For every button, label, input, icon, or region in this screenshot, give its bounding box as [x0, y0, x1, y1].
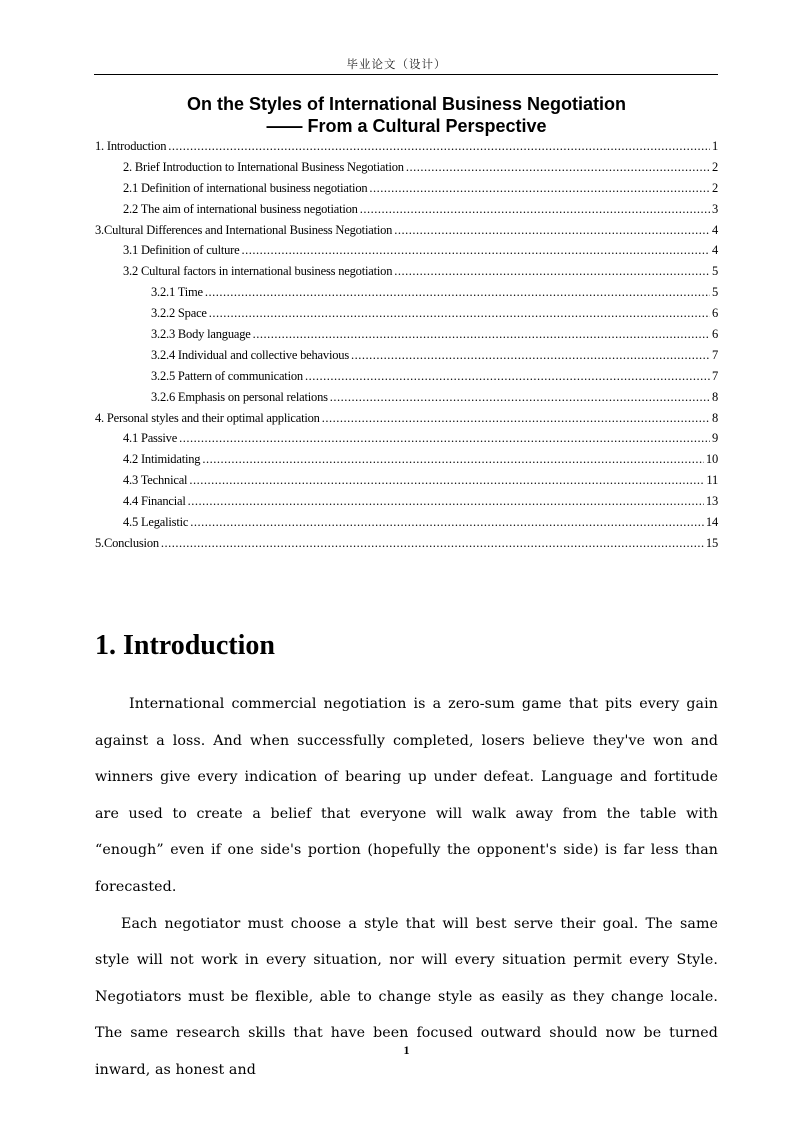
toc-entry-page: 5: [711, 285, 718, 300]
toc-entry-page: 8: [711, 410, 718, 425]
toc-leader: [305, 369, 710, 384]
toc-entry-text: 5.Conclusion: [95, 535, 159, 550]
toc-entry[interactable]: [95, 202, 718, 223]
toc-entry-text: 1. Introduction: [95, 139, 167, 153]
toc-entry[interactable]: [95, 390, 718, 411]
toc-entry-page: 3: [711, 201, 718, 216]
toc-leader: [161, 536, 704, 551]
section-body: [95, 686, 718, 1089]
toc-entry[interactable]: [95, 306, 718, 327]
body-paragraph: Each negotiator must choose a style that will best serve their goal. The same style will not work in every situation, nor will every situation permit every Style. Negotiators must be flexible, able to change style as easily as they change locale. The same research skills that have been focused outward should now be turned inward, as honest and: [95, 915, 718, 1078]
toc-leader: [209, 306, 710, 321]
toc-entry-page: 5: [711, 264, 718, 279]
toc-leader: [242, 243, 710, 258]
title-line-1: On the Styles of International Business Negotiation: [186, 94, 627, 114]
toc-leader: [322, 411, 710, 426]
toc-entry[interactable]: [95, 243, 718, 264]
toc-entry[interactable]: [95, 431, 718, 452]
toc-leader: [168, 139, 710, 154]
toc-entry[interactable]: [95, 411, 718, 432]
toc-leader: [330, 390, 710, 405]
toc-entry[interactable]: [95, 181, 718, 202]
toc-entry[interactable]: [95, 536, 718, 557]
toc-entry-text: 4.4 Financial: [123, 494, 186, 509]
toc-entry-page: 1: [711, 139, 718, 153]
toc-entry[interactable]: [95, 285, 718, 306]
toc-leader: [360, 202, 710, 217]
toc-entry-text: 2.1 Definition of international business negotiation: [123, 180, 368, 195]
toc-entry[interactable]: [95, 160, 718, 181]
section-heading: 1. Introduction: [95, 630, 275, 661]
toc-entry-page: 7: [711, 368, 718, 383]
toc-entry-text: 3.2.3 Body language: [151, 327, 251, 342]
toc-entry[interactable]: [95, 327, 718, 348]
toc-entry-text: 3.Cultural Differences and International Business Negotiation: [95, 222, 393, 237]
toc-leader: [394, 264, 710, 279]
toc-entry-text: 3.2.1 Time: [151, 285, 203, 300]
toc-entry-page: 7: [711, 347, 718, 362]
toc-entry-page: 9: [711, 431, 718, 446]
toc-leader: [394, 223, 710, 238]
toc-entry-text: 3.2.5 Pattern of communication: [151, 368, 303, 383]
toc-entry-text: 3.2.6 Emphasis on personal relations: [151, 389, 328, 404]
toc-entry[interactable]: [95, 223, 718, 244]
toc-entry-text: 4.1 Passive: [123, 431, 178, 446]
toc-entry-text: 2.2 The aim of international business negotiation: [123, 201, 358, 216]
title-line-2: —— From a Cultural Perspective: [266, 116, 547, 136]
toc-entry-page: 2: [711, 159, 718, 174]
toc-leader: [179, 431, 710, 446]
toc-entry-page: 4: [711, 222, 718, 237]
toc-leader: [406, 160, 710, 175]
table-of-contents: [95, 139, 718, 557]
toc-leader: [189, 473, 704, 488]
toc-leader: [351, 348, 710, 363]
toc-entry-page: 8: [711, 389, 718, 404]
toc-entry-text: 4.3 Technical: [123, 473, 188, 488]
toc-entry-text: 2. Brief Introduction to International Business Negotiation: [123, 159, 404, 174]
toc-leader: [190, 515, 704, 530]
toc-entry-text: 3.1 Definition of culture: [123, 243, 240, 258]
toc-leader: [253, 327, 710, 342]
page-number: 1: [403, 1043, 410, 1057]
toc-entry-text: 3.2.2 Space: [151, 306, 207, 321]
toc-entry[interactable]: [95, 473, 718, 494]
toc-leader: [205, 285, 710, 300]
toc-entry-page: 6: [711, 306, 718, 321]
toc-entry[interactable]: [95, 369, 718, 390]
header-rule: [94, 74, 718, 75]
toc-entry-page: 15: [705, 535, 718, 550]
toc-entry-text: 4.5 Legalistic: [123, 515, 189, 530]
toc-entry-text: 4. Personal styles and their optimal application: [95, 410, 320, 425]
toc-entry-page: 10: [705, 452, 718, 467]
document-title: [0, 93, 793, 137]
toc-entry-page: 4: [711, 243, 718, 258]
toc-entry-text: 3.2.4 Individual and collective behavious: [151, 347, 349, 362]
toc-entry-page: 6: [711, 327, 718, 342]
toc-entry-page: 11: [706, 473, 718, 488]
body-paragraph: International commercial negotiation is a zero-sum game that pits every gain against a loss. And when successfully completed, losers believe they've won and winners give every indication of bearing up under defeat. Language and fortitude are used to create a belief that everyone will walk away from the table with “enough” even if one side's portion (hopefully the opponent's side) is far less than forecasted.: [95, 696, 718, 895]
toc-entry[interactable]: [95, 348, 718, 369]
toc-entry-page: 14: [705, 515, 718, 530]
toc-entry-text: 4.2 Intimidating: [123, 452, 201, 467]
toc-entry-text: 3.2 Cultural factors in international business negotiation: [123, 264, 393, 279]
toc-entry-page: 13: [705, 494, 718, 509]
toc-entry[interactable]: [95, 264, 718, 285]
toc-entry[interactable]: [95, 515, 718, 536]
toc-leader: [188, 494, 704, 509]
toc-entry[interactable]: [95, 139, 718, 160]
toc-entry[interactable]: [95, 452, 718, 473]
toc-entry-page: 2: [711, 180, 718, 195]
running-header: 毕业论文（设计）: [346, 59, 447, 71]
toc-entry[interactable]: [95, 494, 718, 515]
toc-leader: [369, 181, 710, 196]
toc-leader: [202, 452, 704, 467]
